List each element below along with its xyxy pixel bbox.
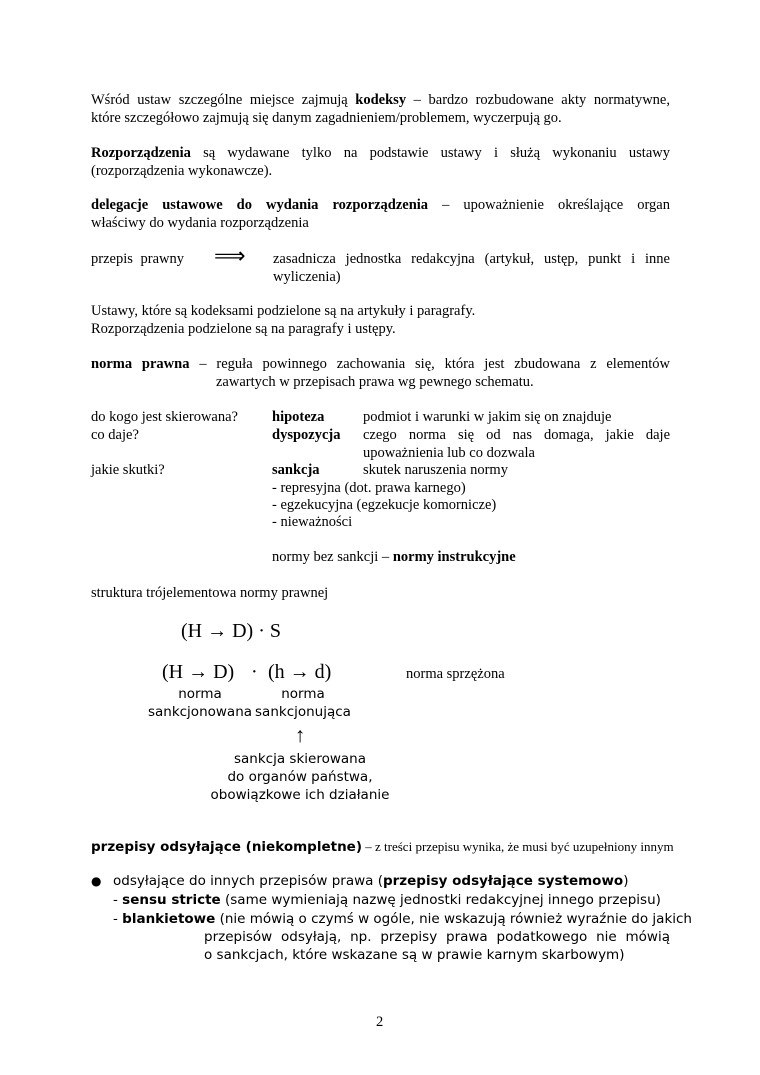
paragraph-codes-line1: Wśród ustaw szczególne miejsce zajmują kodeksy – bardzo rozbudowane akty normatywne, [91, 92, 670, 108]
question-to-whom: do kogo jest skierowana? [91, 409, 238, 425]
structure-title: struktura trójelementowa normy prawnej [91, 585, 329, 601]
label-sanctioned-line2: sankcjonowana [147, 704, 253, 720]
page-number: 2 [376, 1014, 384, 1030]
paragraph-legal-norm-line1: norma prawna – reguła powinnego zachowania się, która jest zbudowana z elementów [91, 356, 670, 372]
term-przepis-prawny: przepis prawny [91, 251, 184, 267]
norms-without-sanction: normy bez sankcji – normy instrukcyjne [272, 549, 516, 565]
question-what-gives: co daje? [91, 427, 139, 443]
desc-dyspozycja-line1: czego norma się od nas domaga, jakie daje [363, 427, 670, 443]
question-effects: jakie skutki? [91, 462, 165, 478]
label-sanctioned-line1: norma [178, 686, 222, 702]
formula-sanctioned: (H → D) [162, 661, 235, 683]
sanction-type-enforcement: - egzekucyjna (egzekucje komornicze) [272, 497, 497, 513]
term-dyspozycja: dyspozycja [272, 427, 341, 443]
label-sanctioning-line1: norma [281, 686, 325, 702]
sanction-type-repressive: - represyjna (dot. prawa karnego) [272, 480, 466, 496]
formula-dot: · [251, 661, 258, 683]
term-delegacje: delegacje ustawowe do wydania rozporządzenia [91, 197, 429, 213]
term-sankcja: sankcja [272, 462, 320, 478]
label-sanctioning-line2: sankcjonująca [255, 704, 351, 720]
up-arrow-icon: ↑ [294, 723, 306, 747]
term-norma-prawna: norma prawna [91, 356, 190, 372]
definition-line1: zasadnicza jednostka redakcyjna (artykuł, ustęp, punkt i inne [273, 251, 670, 267]
desc-hipoteza: podmiot i warunki w jakim się on znajduje [363, 409, 612, 425]
term-rozporzadzenia: Rozporządzenia [91, 145, 191, 161]
bullet-systemic: odsyłające do innych przepisów prawa (przepisy odsyłające systemowo) [113, 873, 629, 889]
double-arrow-icon: ⟹ [214, 244, 246, 269]
paragraph-division-line1: Ustawy, które są kodeksami podzielone są na artykuły i paragrafy. [91, 303, 476, 319]
paragraph-delegation-line1: delegacje ustawowe do wydania rozporządzenia – upoważnienie określające organ [91, 197, 670, 213]
sanction-type-nullity: - nieważności [272, 514, 353, 530]
sanction-note-line3: obowiązkowe ich działanie [210, 787, 390, 803]
referring-heading: przepisy odsyłające (niekompletne) – z treści przepisu wynika, że musi być uzupełniony innym [91, 839, 674, 855]
sanction-note-line1: sankcja skierowana [234, 751, 366, 767]
term-hipoteza: hipoteza [272, 409, 325, 425]
sanction-note-line2: do organów państwa, [227, 769, 373, 785]
paragraph-legal-norm-line2: zawartych w przepisach prawa wg pewnego schematu. [216, 374, 534, 390]
sub-sensu-stricte: - sensu stricte (same wymieniają nazwę jednostki redakcyjnej innego przepisu) [113, 892, 661, 908]
formula-sanctioning: (h → d) [268, 661, 332, 683]
desc-dyspozycja-line2: upoważnienia lub co dozwala [363, 445, 535, 461]
term-kodeksy: kodeksy [355, 92, 407, 108]
sub-blankietowe-line1: - blankietowe (nie mówią o czymś w ogóle, nie wskazują również wyraźnie do jakich [113, 911, 692, 927]
sub-blankietowe-line2: przepisów odsyłają, np. przepisy prawa podatkowego nie mówią [204, 929, 670, 945]
paragraph-division-line2: Rozporządzenia podzielone są na paragrafy i ustępy. [91, 321, 396, 337]
desc-sankcja: skutek naruszenia normy [363, 462, 508, 478]
bullet-icon: ● [91, 874, 102, 888]
formula-three-element: (H → D) · S [181, 620, 281, 642]
paragraph-regulations-line2: (rozporządzenia wykonawcze). [91, 163, 273, 179]
paragraph-delegation-line2: właściwy do wydania rozporządzenia [91, 215, 309, 231]
definition-line2: wyliczenia) [273, 269, 341, 285]
sub-blankietowe-line3: o sankcjach, które wskazane są w prawie karnym skarbowym) [204, 947, 625, 963]
coupled-norm-label: norma sprzężona [406, 666, 505, 682]
paragraph-codes-line2: które szczegółowo zajmują się danym zagadnieniem/problemem, wyczerpują go. [91, 110, 562, 126]
paragraph-regulations-line1: Rozporządzenia są wydawane tylko na podstawie ustawy i służą wykonaniu ustawy [91, 145, 670, 161]
